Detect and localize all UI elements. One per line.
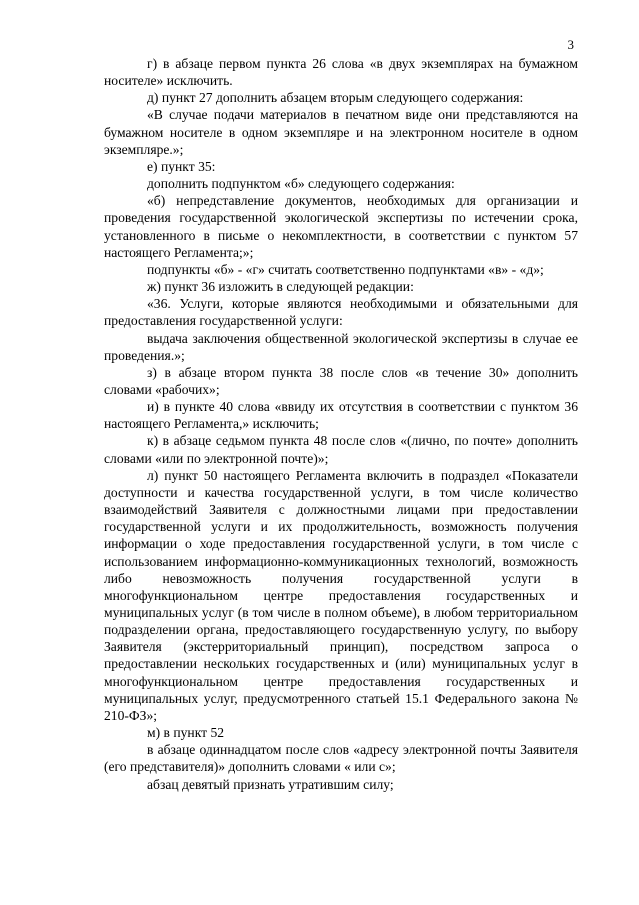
paragraph-l: л) пункт 50 настоящего Регламента включить в подраздел «Показатели доступности и качества государственной услуги, в том числе количество взаимодействий Заявителя с должностными лицами при предоставлении государственной услуги и их продолжительность, возможность получения информации о ходе предоставления государственной услуги, в том числе с использованием информационно-коммуникационных технологий, возможность либо невозможность получения государственной услуги в многофункциональном центре предоставления государственных и муниципальных услуг (в том числе в полном объеме), в любом территориальном подразделении органа, предоставляющего государственную услугу, по выбору Заявителя (экстерриториальный принцип), посредством запроса о предоставлении нескольких государственных и (или) муниципальных услуг в многофункциональном центре предоставления государственных и муниципальных услуг, предусмотренного статьей 15.1 Федерального закона № 210-ФЗ»; <box>104 467 578 723</box>
paragraph-zh-quote: «36. Услуги, которые являются необходимыми и обязательными для предоставления государственной услуги: <box>104 296 578 329</box>
paragraph-k: к) в абзаце седьмом пункта 48 после слов «(лично, по почте» дополнить словами «или по электронной почте)»; <box>104 433 578 466</box>
document-body <box>104 55 578 793</box>
paragraph-e: е) пункт 35: <box>147 158 216 174</box>
paragraph-d-quote: «В случае подачи материалов в печатном виде они представляются на бумажном носителе в одном экземпляре и на электронном носителе в одном экземпляре.»; <box>104 107 578 157</box>
paragraph-d: д) пункт 27 дополнить абзацем вторым следующего содержания: <box>147 90 524 106</box>
paragraph-i: и) в пункте 40 слова «ввиду их отсутствия в соответствии с пунктом 36 настоящего Регламента,» исключить; <box>104 399 578 432</box>
paragraph-e-quote: «б) непредставление документов, необходимых для организации и проведения государственной экологической экспертизы по истечении срока, установленного в письме о некомплектности, в соответствии с пунктом 57 настоящего Регламента;»; <box>104 193 578 260</box>
paragraph-z: з) в абзаце втором пункта 38 после слов «в течение 30» дополнить словами «рабочих»; <box>104 364 578 397</box>
paragraph-e-intro: дополнить подпунктом «б» следующего содержания: <box>147 176 455 192</box>
page-number: 3 <box>567 37 574 52</box>
paragraph-m-sub2: абзац девятый признать утратившим силу; <box>147 776 394 792</box>
paragraph-m: м) в пункт 52 <box>147 725 225 741</box>
paragraph-zh-quote-cont: выдача заключения общественной экологической экспертизы в случае ее проведения.»; <box>104 330 578 363</box>
paragraph-e-renumber: подпункты «б» - «г» считать соответственно подпунктами «в» - «д»; <box>147 261 544 277</box>
paragraph-g: г) в абзаце первом пункта 26 слова «в двух экземплярах на бумажном носителе» исключить. <box>104 56 578 89</box>
paragraph-m-sub1: в абзаце одиннадцатом после слов «адресу электронной почты Заявителя (его представителя)» дополнить словами « или с»; <box>104 742 578 775</box>
paragraph-zh: ж) пункт 36 изложить в следующей редакции: <box>147 279 414 295</box>
